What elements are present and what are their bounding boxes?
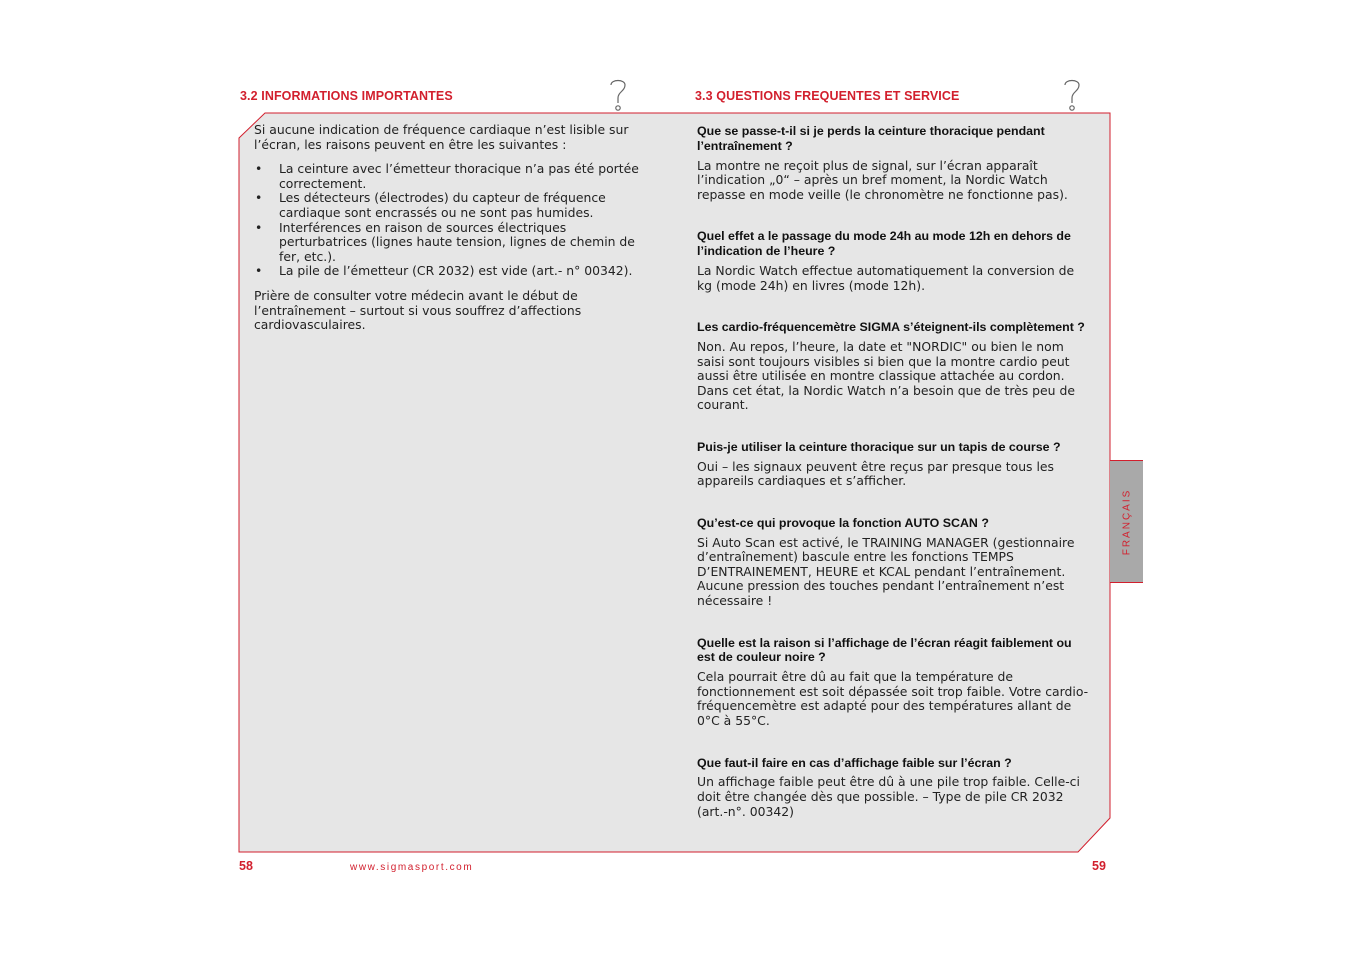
language-tab-label: FRANÇAIS <box>1121 488 1132 555</box>
faq-column <box>697 124 1092 846</box>
bullet-icon: • <box>255 263 263 279</box>
faq-item <box>697 516 1092 609</box>
bullet-icon: • <box>255 161 263 177</box>
faq-question: Quel effet a le passage du mode 24h au mode 12h en dehors de l’indication de l’heure ? <box>697 229 1071 259</box>
footer-url: www.sigmasport.com <box>350 862 474 873</box>
faq-answer: Si Auto Scan est activé, le TRAINING MANAGER (gestionnaire d’entraînement) bascule entre les fonctions TEMPS D’ENTRAINEMENT, HEURE et KCAL pendant l’entraînement. Aucune pression des touches pendant l’entraînement n’est nécessaire ! <box>697 534 1075 609</box>
intro-paragraph: Si aucune indication de fréquence cardiaque n’est lisible sur l’écran, les raisons peuvent en être les suivantes : <box>254 122 629 152</box>
faq-answer: Un affichage faible peut être dû à une pile trop faible. Celle-ci doit être changée dès que possible. – Type de pile CR 2032 (art.-n°. 00342) <box>697 774 1080 819</box>
faq-item <box>697 320 1092 413</box>
faq-answer: La Nordic Watch effectue automatiquement la conversion de kg (mode 24h) en livres (mode 12h). <box>697 262 1075 293</box>
faq-question: Puis-je utiliser la ceinture thoracique sur un tapis de course ? <box>697 439 1061 454</box>
list-item: • Interférences en raison de sources électriques perturbatrices (lignes haute tension, lignes de chemin de fer, etc.). <box>255 219 635 264</box>
faq-question: Que faut-il faire en cas d’affichage faible sur l’écran ? <box>697 755 1012 770</box>
important-info-column <box>254 123 654 343</box>
list-item: • Les détecteurs (électrodes) du capteur de fréquence cardiaque sont encrassés ou ne sont pas humides. <box>255 190 606 220</box>
faq-question: Quelle est la raison si l’affichage de l’écran réagit faiblement ou est de couleur noire ? <box>697 635 1072 665</box>
faq-question: Les cardio-fréquencemètre SIGMA s’éteignent-ils complètement ? <box>697 320 1085 335</box>
list-item: • La pile de l’émetteur (CR 2032) est vide (art.- n° 00342). <box>255 263 633 279</box>
section-heading-important-info: 3.2 INFORMATIONS IMPORTANTES <box>240 89 453 103</box>
faq-item <box>697 756 1092 820</box>
faq-item <box>697 124 1092 202</box>
question-mark-icon <box>1060 76 1084 112</box>
faq-item <box>697 229 1092 293</box>
faq-answer: Oui – les signaux peuvent être reçus par presque tous les appareils cardiaques et s’afficher. <box>697 458 1054 489</box>
list-item: • La ceinture avec l’émetteur thoracique n’a pas été portée correctement. <box>255 161 639 191</box>
question-mark-icon <box>606 76 630 112</box>
faq-question: Que se passe-t-il si je perds la ceinture thoracique pendant l’entraînement ? <box>697 124 1045 153</box>
bullet-icon: • <box>255 219 263 235</box>
section-heading-faq: 3.3 QUESTIONS FREQUENTES ET SERVICE <box>695 89 960 103</box>
faq-answer: La montre ne reçoit plus de signal, sur l’écran apparaît l’indication „0“ – après un bref moment, la Nordic Watch repasse en mode veille (le chronomètre ne fonctionne pas). <box>697 157 1068 202</box>
page-number-right: 59 <box>1092 859 1106 873</box>
faq-answer: Cela pourrait être dû au fait que la température de fonctionnement est soit dépassée soit trop faible. Votre cardio-fréquencemètre est adapté pour des températures allant de 0°C à 55°C. <box>697 669 1089 729</box>
language-tab <box>1110 460 1143 583</box>
doctor-note: Prière de consulter votre médecin avant le début de l’entraînement – surtout si vous souffrez d’affections cardiovasculaires. <box>254 287 582 333</box>
faq-question: Qu’est-ce qui provoque la fonction AUTO SCAN ? <box>697 515 989 530</box>
bullet-icon: • <box>255 190 263 206</box>
faq-item <box>697 636 1092 729</box>
faq-item <box>697 440 1092 489</box>
reasons-list <box>254 162 654 279</box>
faq-answer: Non. Au repos, l’heure, la date et "NORDIC" ou bien le nom saisi sont toujours visibles si bien que la montre cardio peut aussi être utilisée en montre classique attachée au cordon. Dans cet état, la Nordic Watch n’a besoin que de très peu de courant. <box>697 338 1075 413</box>
page-number-left: 58 <box>239 859 253 873</box>
